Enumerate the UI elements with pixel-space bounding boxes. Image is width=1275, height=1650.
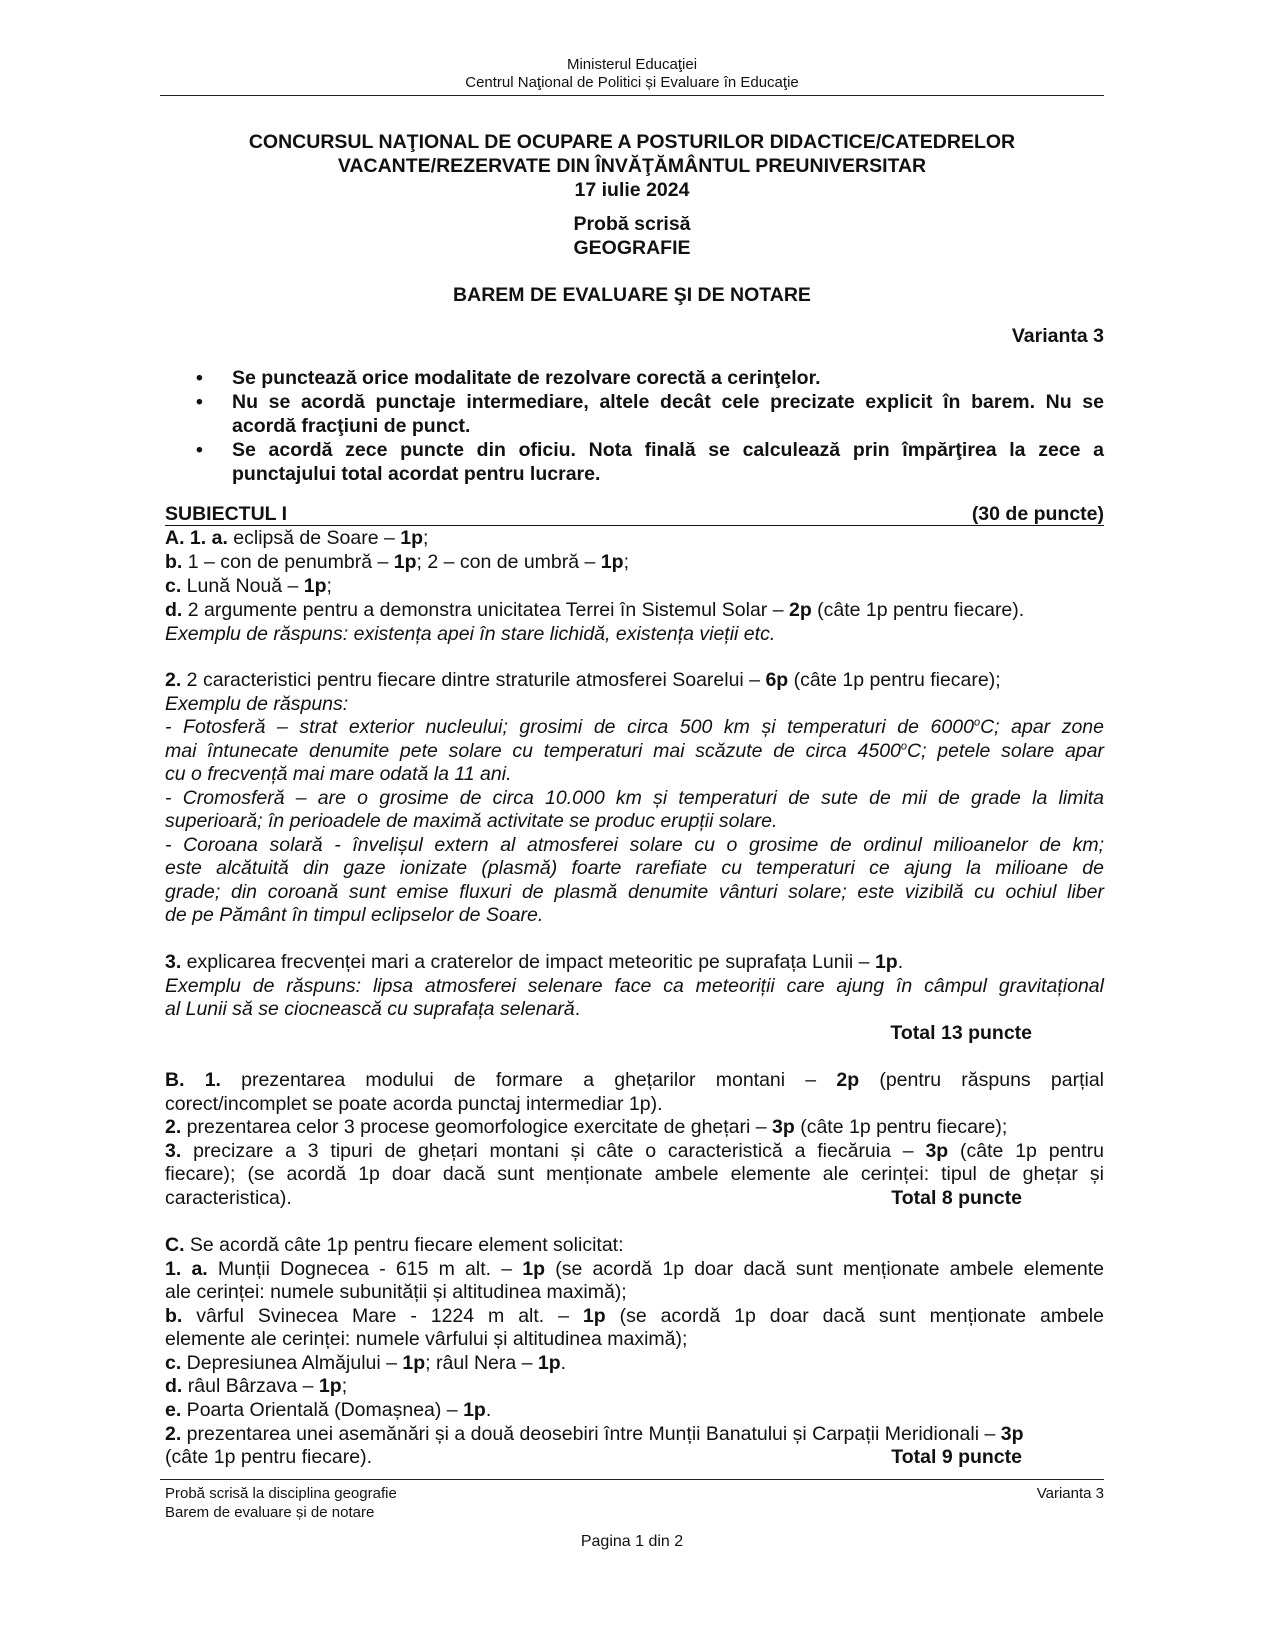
fotosfera-line-3: cu o frecvență mai mare odată la 11 ani. [165, 763, 512, 785]
exam-subject: GEOGRAFIE [573, 237, 691, 259]
item-B3: 3. precizare a 3 tipuri de ghețari montani și câte o caracteristică a fiecăruia – 3p (câte 1p pentru [165, 1140, 1104, 1162]
item-B1-cont: corect/incomplet se poate acorda punctaj intermediar 1p). [165, 1093, 663, 1115]
subiect-points: (30 de puncte) [971, 503, 1104, 525]
item-A3-example-2: al Lunii să se ciocnească cu suprafața selenară. [165, 998, 581, 1020]
item-C1e: e. Poarta Orientală (Domașnea) – 1p. [165, 1399, 492, 1421]
cromosfera-line-2: superioară; în perioadele de maximă activitate se produc erupții solare. [165, 810, 778, 832]
item-C1d: d. râul Bârzava – 1p; [165, 1375, 348, 1397]
item-C1a: 1. a. Munții Dognecea - 615 m alt. – 1p (se acordă 1p doar dacă sunt menționate ambele elemente [165, 1258, 1104, 1280]
item-A1c: c. Lună Nouă – 1p; [165, 575, 332, 597]
cromosfera-line-1: - Cromosferă – are o grosime de circa 10.000 km și temperaturi de sute de mii de grade la limita [165, 787, 1104, 809]
item-A3-example-1: Exemplu de răspuns: lipsa atmosferei selenare face ca meteoriții care ajung în câmpul gravitațional [165, 975, 1104, 997]
item-A1b: b. 1 – con de penumbră – 1p; 2 – con de umbră – 1p; [165, 551, 629, 573]
title-line-2: VACANTE/REZERVATE DIN ÎNVĂŢĂMÂNTUL PREUNIVERSITAR [337, 155, 927, 177]
item-A1d: d. 2 argumente pentru a demonstra unicitatea Terrei în Sistemul Solar – 2p (câte 1p pentru fiecare). [165, 599, 1025, 621]
bullet-icon: • [196, 391, 203, 413]
item-B1: B. 1. prezentarea modului de formare a ghețarilor montani – 2p (pentru răspuns parțial [165, 1069, 1104, 1091]
header-divider [160, 95, 1104, 96]
bullet-icon: • [196, 367, 203, 389]
total-C: Total 9 puncte [891, 1446, 1022, 1468]
item-A1a: A. 1. a. eclipsă de Soare – 1p; [165, 527, 429, 549]
variant-label: Varianta 3 [1011, 325, 1104, 347]
footer-barem: Barem de evaluare și de notare [165, 1504, 375, 1521]
coroana-line-1: - Coroana solară - învelișul extern al atmosferei solare cu o grosime de ordinul milioanelor de km; [165, 834, 1104, 856]
coroana-line-3: grade; din coroană sunt emise fluxuri de plasmă denumite vânturi solare; este vizibilă cu ochiul liber [165, 881, 1104, 903]
header-center: Centrul Naţional de Politici și Evaluare în Educaţie [465, 74, 799, 91]
subiect-label: SUBIECTUL I [165, 503, 288, 525]
item-C1c: c. Depresiunea Almăjului – 1p; râul Nera – 1p. [165, 1352, 567, 1374]
coroana-line-4: de pe Pământ în timpul eclipselor de Soare. [165, 904, 544, 926]
item-B3-cont-2: caracteristica). Total 8 puncte [165, 1187, 1022, 1209]
item-C-intro: C. Se acordă câte 1p pentru fiecare element solicitat: [165, 1234, 624, 1256]
item-A3: 3. explicarea frecvenței mari a craterelor de impact meteoritic pe suprafața Lunii – 1p. [165, 951, 904, 973]
subiect-heading [165, 503, 1104, 526]
total-B: Total 8 puncte [891, 1187, 1022, 1209]
item-A2: 2. 2 caracteristici pentru fiecare dintre straturile atmosferei Soarelui – 6p (câte 1p pentru fiecare); [165, 669, 1001, 691]
fotosfera-line-2: mai întunecate denumite pete solare cu temperaturi mai scăzute de circa 4500$^o$C; petele solare apar [165, 740, 1104, 762]
item-C1b-cont: elemente ale cerinței: numele vârfului și altitudinea maximă); [165, 1328, 688, 1350]
item-B2: 2. prezentarea celor 3 procese geomorfologice exercitate de ghețari – 3p (câte 1p pentru fiecare); [165, 1116, 1008, 1138]
item-C2-cont: (câte 1p pentru fiecare). Total 9 puncte [165, 1446, 1022, 1468]
item-C1a-cont: ale cerinței: numele subunității și altitudinea maximă); [165, 1281, 627, 1303]
barem-title: BAREM DE EVALUARE ŞI DE NOTARE [453, 284, 811, 306]
title-date: 17 iulie 2024 [574, 179, 690, 201]
item-C1b: b. vârful Svinecea Mare - 1224 m alt. – 1p (se acordă 1p doar dacă sunt menționate ambele [165, 1305, 1104, 1327]
item-A1d-example: Exemplu de răspuns: existența apei în stare lichidă, existența vieții etc. [165, 623, 776, 645]
footer-discipline: Probă scrisă la disciplina geografie [165, 1485, 397, 1502]
title-line-1: CONCURSUL NAŢIONAL DE OCUPARE A POSTURILOR DIDACTICE/CATEDRELOR [248, 131, 1016, 153]
item-B3-cont-1: fiecare); (se acordă 1p doar dacă sunt menționate ambele elemente ale cerinței: tipul de ghețar și [165, 1163, 1104, 1185]
total-A: Total 13 puncte [890, 1022, 1032, 1044]
bullet-icon: • [196, 439, 203, 461]
footer-variant: Varianta 3 [1036, 1485, 1104, 1502]
coroana-line-2: este alcătuită din gaze ionizate (plasmă) foarte rarefiate cu temperaturi ce ajung la milioane de [165, 857, 1104, 879]
fotosfera-line-1: - Fotosferă – strat exterior nucleului; grosimi de circa 500 km și temperaturi de 6000$^o$C; apar zone [165, 716, 1105, 738]
item-C2: 2. prezentarea unei asemănări și a două deosebiri între Munții Banatului și Carpații Meridionali – 3p [165, 1423, 1024, 1445]
header-ministry: Ministerul Educaţiei [566, 56, 698, 73]
exam-type: Probă scrisă [573, 213, 691, 235]
item-A2-example-title: Exemplu de răspuns: [165, 693, 349, 715]
footer-divider [160, 1479, 1104, 1480]
page-number: Pagina 1 din 2 [580, 1533, 684, 1550]
